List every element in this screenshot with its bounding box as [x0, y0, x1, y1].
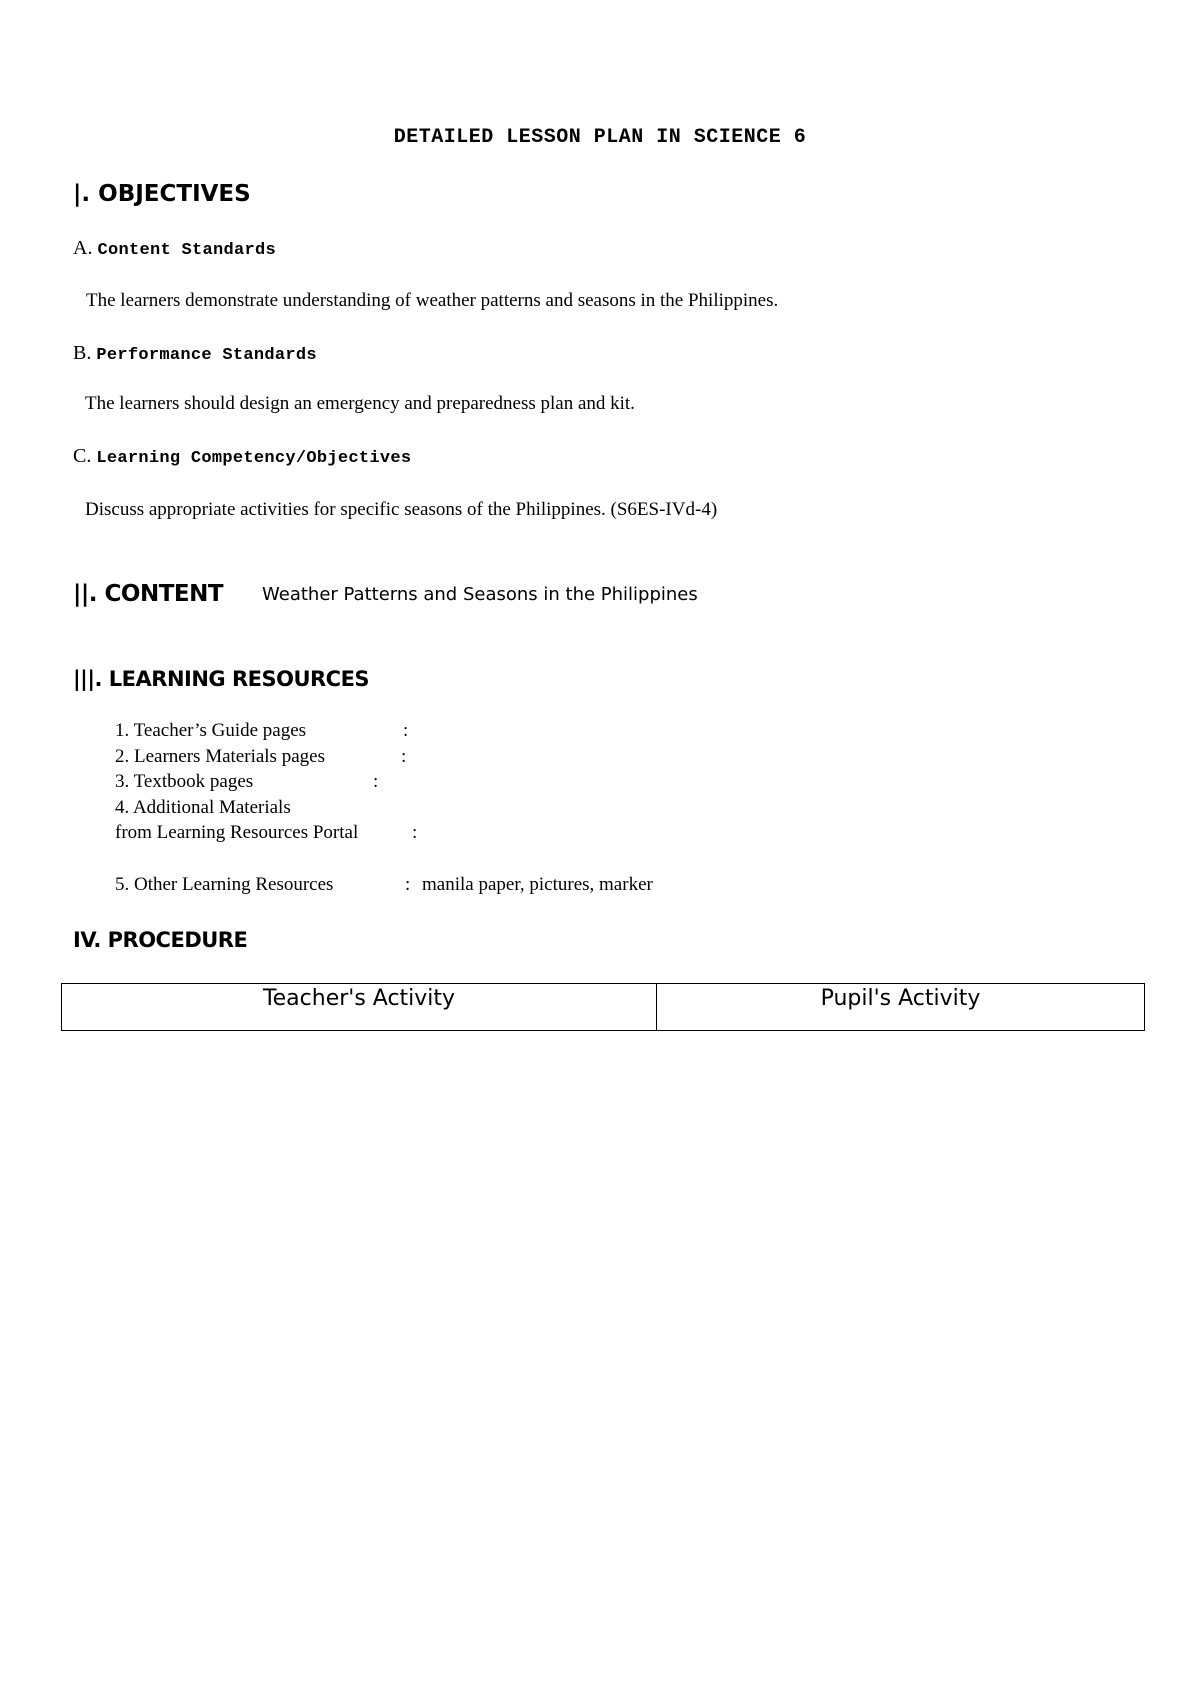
resource-colon: :	[403, 720, 409, 741]
procedure-table	[61, 983, 1145, 1031]
resource-label: 2. Learners Materials pages	[115, 746, 325, 767]
content-standards-letter: A.	[73, 237, 93, 259]
performance-standards-letter: B.	[73, 342, 92, 364]
resource-colon: :	[412, 822, 418, 843]
performance-standards-label: Performance Standards	[96, 346, 317, 365]
resource-item	[115, 746, 325, 768]
resource-item	[115, 797, 291, 819]
resource-colon: :	[405, 874, 411, 895]
resource-label: 5. Other Learning Resources	[115, 874, 334, 895]
page-title: DETAILED LESSON PLAN IN SCIENCE 6	[393, 126, 807, 149]
performance-standards-text: The learners should design an emergency and preparedness plan and kit.	[85, 393, 635, 414]
resource-label: 1. Teacher’s Guide pages	[115, 720, 307, 741]
content-text: Weather Patterns and Seasons in the Philippines	[262, 584, 698, 605]
performance-standards-heading	[73, 342, 317, 365]
teacher-activity-header: Teacher's Activity	[62, 984, 657, 1031]
content-standards-label: Content Standards	[97, 241, 276, 260]
resource-item	[115, 771, 253, 793]
resource-value: manila paper, pictures, marker	[422, 874, 653, 895]
pupil-activity-header: Pupil's Activity	[657, 984, 1145, 1031]
resource-label: 4. Additional Materials	[115, 797, 291, 818]
content-standards-heading	[73, 237, 276, 260]
learning-competency-text: Discuss appropriate activities for specific seasons of the Philippines. (S6ES-IVd-4)	[85, 499, 718, 520]
resource-item	[115, 822, 358, 844]
resource-colon: :	[373, 771, 379, 792]
content-standards-text: The learners demonstrate understanding of weather patterns and seasons in the Philippines.	[86, 290, 779, 311]
table-row	[62, 984, 1145, 1031]
resource-colon: :	[401, 746, 407, 767]
resource-item	[115, 874, 333, 896]
resource-label: from Learning Resources Portal	[115, 822, 359, 843]
learning-competency-letter: C.	[73, 445, 92, 467]
resource-item	[115, 720, 306, 742]
learning-competency-heading	[73, 445, 411, 468]
learning-competency-label: Learning Competency/Objectives	[96, 449, 412, 468]
procedure-heading: IV. PROCEDURE	[73, 928, 248, 952]
resource-label: 3. Textbook pages	[115, 771, 254, 792]
content-heading: ||. CONTENT	[73, 581, 224, 607]
learning-resources-heading: |||. LEARNING RESOURCES	[73, 667, 370, 691]
objectives-heading: |. OBJECTIVES	[73, 181, 251, 207]
